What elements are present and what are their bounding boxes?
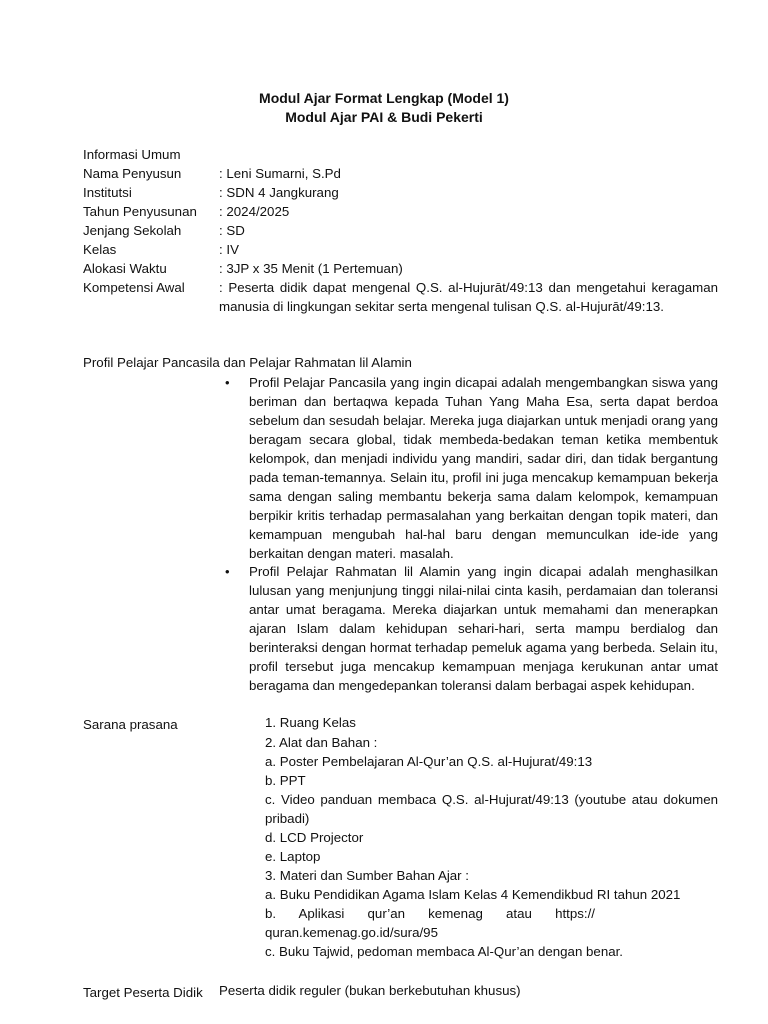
target-value: Peserta didik reguler (bukan berkebutuhan khusus) [219, 983, 521, 998]
bullet-marker: • [225, 375, 230, 390]
profil-heading: Profil Pelajar Pancasila dan Pelajar Rahmatan lil Alamin [83, 355, 412, 370]
info-label-alokasi: Alokasi Waktu [83, 261, 167, 276]
info-label-jenjang: Jenjang Sekolah [83, 223, 182, 238]
info-label-kompetensi: Kompetensi Awal [83, 280, 185, 295]
profil-rahmatan-paragraph: Profil Pelajar Rahmatan lil Alamin yang ingin dicapai adalah menghasilkan lulusan yang menjunjung tinggi nilai-nilai cinta kasih, perdamaian dan toleransi antar umat beragama. Mereka diajarkan untuk memahami dan menerapkan ajaran Islam dalam kehidupan sehari-hari, serta mampu berdialog dan berinteraksi dengan hormat terhadap pemeluk agama yang berbeda. Selain itu, profil tersebut juga mencakup kemampuan menjaga kerukunan antar umat beragama dan mengedepankan toleransi dalam berbagai aspek kehidupan. [249, 564, 718, 693]
info-value-institusi: : SDN 4 Jangkurang [219, 185, 339, 200]
target-label: Target Peserta Didik [83, 985, 203, 1000]
info-label-nama: Nama Penyusun [83, 166, 182, 181]
sarana-item: 1. Ruang Kelas [265, 715, 356, 730]
profil-pancasila-paragraph: Profil Pelajar Pancasila yang ingin dicapai adalah mengembangkan siswa yang beriman dan bertaqwa kepada Tuhan Yang Maha Esa, serta dapat berdoa sebelum dan sesudah belajar. Mereka juga diajarkan untuk menjadi orang yang beragam secara global, tidak membeda-bedakan teman ketika membentuk kelompok, dan menjadi individu yang mandiri, sadar diri, dan tidak bergantung pada teman-temannya. Selain itu, profil ini juga mencakup kemampuan bekerja sama dengan saling membantu bekerja sama dalam kelompok, kemampuan berpikir kritis terhadap permasalahan yang berkaitan dengan topik materi, dan kemampuan mengubah hal-hal baru dengan memunculkan ide-ide yang berkaitan dengan materi. masalah. [249, 375, 718, 561]
sarana-label: Sarana prasana [83, 717, 178, 732]
info-label-kelas: Kelas [83, 242, 117, 257]
bullet-marker: • [225, 564, 230, 579]
informasi-umum-heading: Informasi Umum [83, 147, 181, 162]
document-subtitle: Modul Ajar PAI & Budi Pekerti [285, 109, 483, 125]
info-label-institusi: Institutsi [83, 185, 132, 200]
sarana-item: 2. Alat dan Bahan : [265, 735, 378, 750]
sarana-item: 3. Materi dan Sumber Bahan Ajar : [265, 868, 469, 883]
info-value-kompetensi: : Peserta didik dapat mengenal Q.S. al-Hujurāt/49:13 dan mengetahui keragaman manusia di lingkungan sekitar serta mengenal tulisan Q.S. al-Hujurāt/49:13. [219, 280, 718, 314]
sarana-item: a. Poster Pembelajaran Al-Qur’an Q.S. al-Hujurat/49:13 [265, 754, 593, 769]
sarana-item: b. PPT [265, 773, 306, 788]
sarana-item: d. LCD Projector [265, 830, 364, 845]
info-label-tahun: Tahun Penyusunan [83, 204, 197, 219]
sarana-item: c. Video panduan membaca Q.S. al-Hujurat/49:13 (youtube atau dokumen pribadi) [265, 792, 718, 826]
document-title: Modul Ajar Format Lengkap (Model 1) [259, 90, 509, 106]
sarana-item: a. Buku Pendidikan Agama Islam Kelas 4 Kemendikbud RI tahun 2021 [265, 887, 681, 902]
sarana-item: b. Aplikasi qur’an kemenag atau https:// quran.kemenag.go.id/sura/95 [265, 906, 595, 940]
info-value-alokasi: : 3JP x 35 Menit (1 Pertemuan) [219, 261, 403, 276]
sarana-item: e. Laptop [265, 849, 321, 864]
sarana-item: c. Buku Tajwid, pedoman membaca Al-Qur’an dengan benar. [265, 944, 624, 959]
info-value-nama: : Leni Sumarni, S.Pd [219, 166, 341, 181]
info-value-jenjang: : SD [219, 223, 245, 238]
info-value-tahun: : 2024/2025 [219, 204, 290, 219]
info-value-kelas: : IV [219, 242, 239, 257]
